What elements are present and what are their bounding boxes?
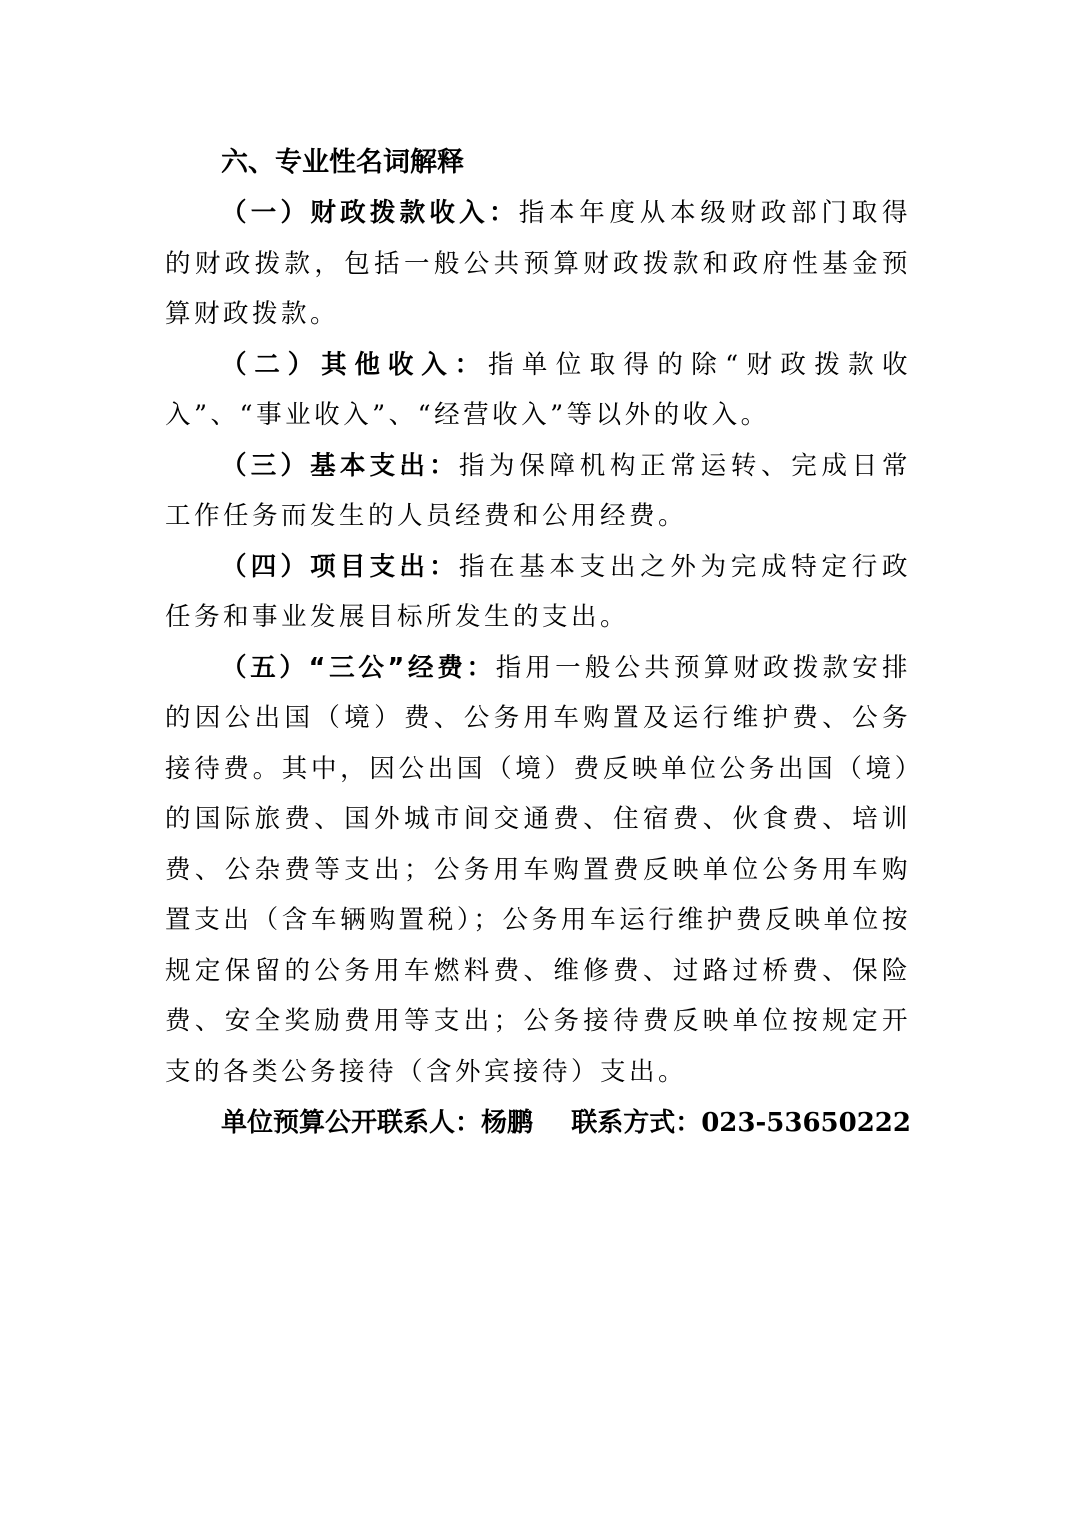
section-heading: 六、专业性名词解释 [221,147,464,178]
definition-term: （一）财政拨款收入： [221,198,519,228]
document-page [165,138,911,1149]
contact-person: 单位预算公开联系人：杨鹏 [221,1108,534,1138]
contact-line [221,1097,911,1149]
definition-paragraph-1 [165,188,911,340]
definition-paragraph-4 [165,542,911,643]
definition-body: 指在基本支出之外为完成特定行政任务和事业发展目标所发生的支出。 [165,551,911,632]
definition-body: 指用一般公共预算财政拨款安排的因公出国（境）费、公务用车购置及运行维护费、公务接待费。其中，因公出国（境）费反映单位公务出国（境）的国际旅费、国外城市间交通费、住宿费、伙食费、培训费、公杂费等支出；公务用车购置费反映单位公务用车购置支出（含车辆购置税）；公务用车运行维护费反映单位按规定保留的公务用车燃料费、维修费、过路过桥费、保险费、安全奖励费用等支出；公务接待费反映单位按规定开支的各类公务接待（含外宾接待）支出。 [165,652,911,1087]
definition-paragraph-5 [165,643,911,1098]
definition-body: 指为保障机构正常运转、完成日常工作任务而发生的人员经费和公用经费。 [165,450,911,531]
definition-term: （五）“三公”经费： [221,652,496,683]
definition-term: （四）项目支出： [221,551,459,582]
definition-term: （二）其他收入： [221,349,488,380]
contact-method: 联系方式：023-53650222 [571,1108,911,1138]
definition-body: 指单位取得的除“财政拨款收入”、“事业收入”、“经营收入”等以外的收入。 [165,349,911,430]
definition-paragraph-2 [165,340,911,441]
definition-body: 指本年度从本级财政部门取得的财政拨款，包括一般公共预算财政拨款和政府性基金预算财政拨款。 [165,198,911,329]
definition-paragraph-3 [165,441,911,542]
definition-term: （三）基本支出： [221,450,459,481]
